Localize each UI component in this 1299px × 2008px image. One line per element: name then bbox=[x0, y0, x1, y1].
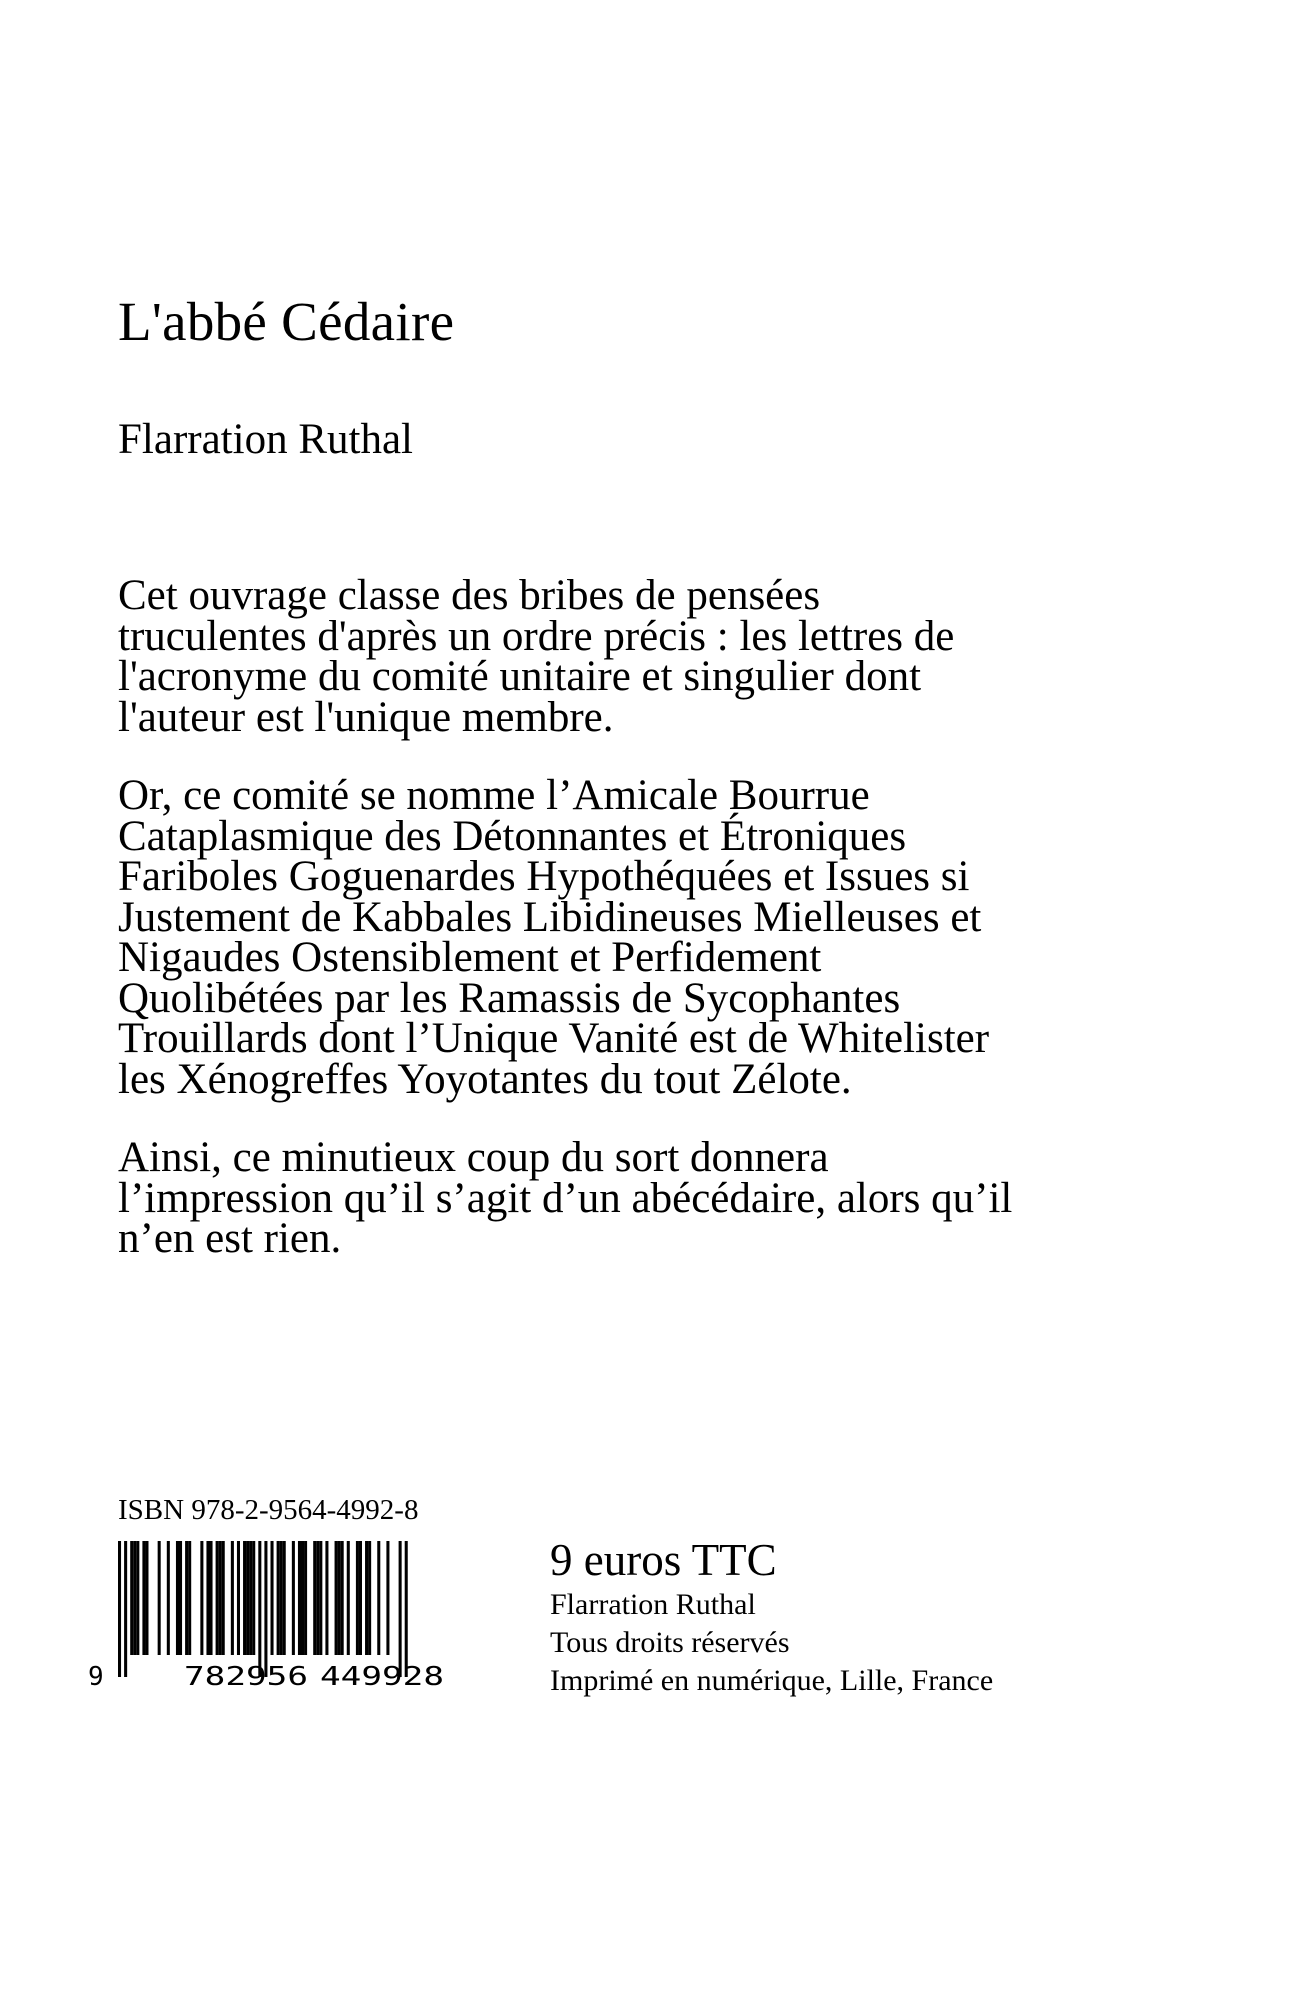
barcode-digit-first: 9 bbox=[88, 1662, 104, 1692]
barcode-bar bbox=[185, 1541, 188, 1655]
barcode-bar bbox=[188, 1541, 191, 1655]
barcode-digit-group-right: 449928 bbox=[320, 1662, 444, 1692]
barcode-bar bbox=[280, 1541, 283, 1655]
barcode-bar bbox=[359, 1541, 362, 1655]
barcode-bar bbox=[206, 1541, 209, 1655]
barcode-bar bbox=[264, 1541, 267, 1677]
price: 9 euros TTC bbox=[550, 1535, 777, 1585]
barcode-bar bbox=[377, 1541, 380, 1655]
barcode-bar bbox=[368, 1541, 371, 1655]
barcode-bar bbox=[319, 1541, 322, 1655]
printing-notice: Imprimé en numérique, Lille, France bbox=[550, 1664, 994, 1697]
barcode-bar bbox=[158, 1541, 161, 1655]
blurb-paragraph: Cet ouvrage classe des bribes de pensées truculentes d'après un ordre précis : les lettres de l'acronyme du comité unitaire et singulier dont l'auteur est l'unique membre. bbox=[118, 572, 955, 741]
barcode-bar bbox=[237, 1541, 240, 1655]
blurb-paragraph: Ainsi, ce minutieux coup du sort donnera l’impression qu’il s’agit d’un abécédaire, alors qu’il n’en est rien. bbox=[118, 1134, 1013, 1262]
barcode-bar bbox=[316, 1541, 319, 1655]
barcode-bar bbox=[246, 1541, 249, 1655]
barcode-bar bbox=[405, 1541, 408, 1677]
barcode-bar bbox=[252, 1541, 255, 1655]
barcode-bar bbox=[301, 1541, 304, 1655]
barcode-bar bbox=[365, 1541, 368, 1655]
isbn-barcode bbox=[80, 1535, 490, 1695]
barcode-bar bbox=[341, 1541, 344, 1655]
barcode-bar bbox=[142, 1541, 145, 1655]
publisher-name: Flarration Ruthal bbox=[550, 1588, 756, 1621]
barcode-bar bbox=[118, 1541, 121, 1677]
barcode-bar bbox=[386, 1541, 389, 1655]
barcode-bar bbox=[124, 1541, 127, 1677]
barcode-bar bbox=[277, 1541, 280, 1655]
barcode-bar bbox=[231, 1541, 234, 1655]
barcode-bar bbox=[216, 1541, 219, 1655]
barcode-bar bbox=[145, 1541, 148, 1655]
book-title: L'abbé Cédaire bbox=[118, 291, 455, 352]
imprint-block bbox=[550, 1534, 993, 1700]
barcode-bar bbox=[130, 1541, 133, 1655]
barcode-bar bbox=[399, 1541, 402, 1677]
barcode-bar bbox=[210, 1541, 213, 1655]
barcode-bar bbox=[258, 1541, 261, 1677]
barcode-bar bbox=[219, 1541, 222, 1655]
blurb bbox=[118, 572, 1018, 1298]
barcode-bar bbox=[136, 1541, 139, 1655]
barcode-bar bbox=[304, 1541, 307, 1655]
barcode-bar bbox=[338, 1541, 341, 1655]
barcode-bar bbox=[200, 1541, 203, 1655]
barcode-bar bbox=[298, 1541, 301, 1655]
barcode-bar bbox=[167, 1541, 170, 1655]
barcode-bar bbox=[325, 1541, 328, 1655]
barcode-bar bbox=[243, 1541, 246, 1655]
barcode-bar bbox=[313, 1541, 316, 1655]
barcode-bar bbox=[356, 1541, 359, 1655]
barcode-bar bbox=[222, 1541, 225, 1655]
barcode-bar bbox=[335, 1541, 338, 1655]
barcode-bar bbox=[283, 1541, 286, 1655]
barcode-bar bbox=[176, 1541, 179, 1655]
isbn-label: ISBN 978-2-9564-4992-8 bbox=[118, 1494, 419, 1526]
barcode-bar bbox=[292, 1541, 295, 1655]
barcode-bar bbox=[271, 1541, 274, 1655]
barcode-bar bbox=[347, 1541, 350, 1655]
book-author: Flarration Ruthal bbox=[118, 416, 413, 463]
barcode-bar bbox=[179, 1541, 182, 1655]
barcode-bars bbox=[118, 1541, 408, 1677]
rights-notice: Tous droits réservés bbox=[550, 1626, 790, 1659]
barcode-bar bbox=[249, 1541, 252, 1655]
barcode-digit-group-left: 782956 bbox=[184, 1662, 308, 1692]
blurb-paragraph: Or, ce comité se nomme l’Amicale Bourrue Cataplasmique des Détonnantes et Étroniques Fariboles Goguenardes Hypothéquées et Issues si Justement de Kabbales Libidineuses Mielleuses et Nigaudes Ostensiblement et Perfidement Quolibétées par les Ramassis de Sycophantes Trouillards dont l’Unique Vanité est de Whitelister les Xénogreffes Yoyotantes du tout Zélote. bbox=[118, 772, 990, 1103]
barcode-bar bbox=[133, 1541, 136, 1655]
